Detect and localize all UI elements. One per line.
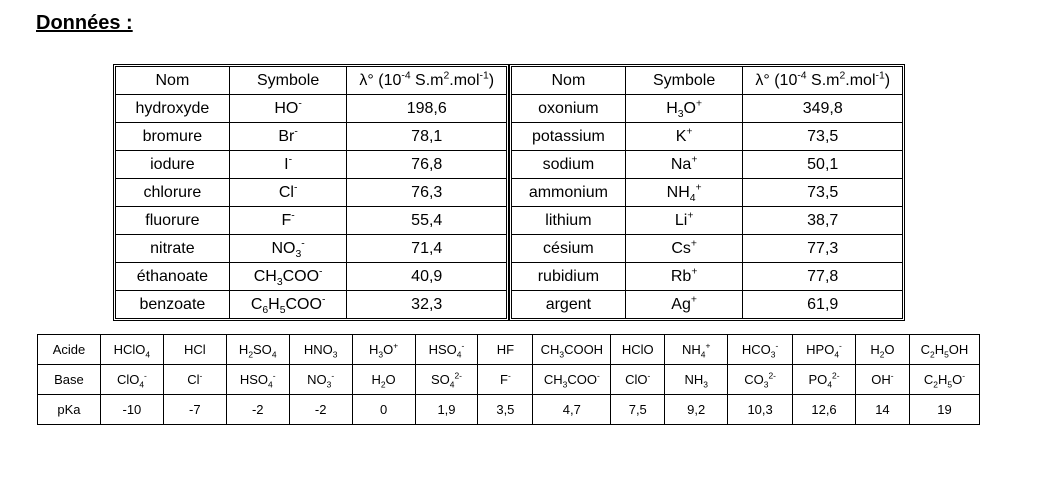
ion-name: argent [512,291,626,319]
ion-name: éthanoate [116,263,230,291]
base-row [38,365,980,395]
anion-conductivity-table [115,66,507,319]
header-symbole: Symbole [625,67,743,95]
ion-symbol: Ag+ [625,291,743,319]
base-cell: $PO_4^{2-}$ [793,365,856,395]
ion-conductivity: 73,5 [743,179,903,207]
base-cell: ClO- [611,365,665,395]
pka-value: 1,9 [415,395,478,425]
pka-value: 3,5 [478,395,533,425]
ion-conductivity: 77,8 [743,263,903,291]
pka-value: 10,3 [728,395,793,425]
ion-name: ammonium [512,179,626,207]
pka-value: 0 [352,395,415,425]
pka-value: -2 [226,395,289,425]
ion-conductivity: 77,3 [743,235,903,263]
acid-cell: HCl [163,335,226,365]
ion-symbol: K+ [625,123,743,151]
ion-name: rubidium [512,263,626,291]
ion-conductivity: 61,9 [743,291,903,319]
pka-value: -10 [100,395,163,425]
pka-value: 4,7 [533,395,611,425]
acid-cell: $H_2O$ [855,335,909,365]
ion-symbol: F- [229,207,347,235]
base-cell: $C_2H_5O^-$ [909,365,979,395]
table-row [116,179,507,207]
pka-value: 7,5 [611,395,665,425]
acid-cell: $CH_3COOH$ [533,335,611,365]
acid-cell: HClO$_4$ [100,335,163,365]
table-row [512,95,903,123]
table-row [116,291,507,319]
ion-symbol: $NO_3^-$ [229,235,347,263]
acid-cell: $NH_4^+$ [665,335,728,365]
acid-cell: $HPO_4^-$ [793,335,856,365]
pka-row [38,395,980,425]
table-row [512,123,903,151]
base-cell: $CO_3^{2-}$ [728,365,793,395]
ion-conductivity: 71,4 [347,235,507,263]
acid-cell: $H_3O^+$ [352,335,415,365]
base-cell: $HSO_4^-$ [226,365,289,395]
base-cell: $NO_3^-$ [289,365,352,395]
cation-conductivity-table [511,66,903,319]
header-lambda: λ° ($10^{-4}$ $S.m^2.mol^{-1}$) [743,67,903,95]
pka-value: 9,2 [665,395,728,425]
ion-symbol: I- [229,151,347,179]
ion-symbol: Rb+ [625,263,743,291]
page-title: Données : [36,12,133,34]
ion-symbol: Cl- [229,179,347,207]
acid-cell: $HSO_4^-$ [415,335,478,365]
header-nom: Nom [116,67,230,95]
acid-cell: HF [478,335,533,365]
ion-name: iodure [116,151,230,179]
table-header-row [116,67,507,95]
table-row [512,207,903,235]
base-cell: OH- [855,365,909,395]
table-row [116,123,507,151]
table-row [512,291,903,319]
table-row [116,235,507,263]
ion-symbol: $CH_3COO^-$ [229,263,347,291]
ion-conductivity: 50,1 [743,151,903,179]
acid-cell: HClO [611,335,665,365]
ion-conductivity: 40,9 [347,263,507,291]
pka-table [37,334,980,425]
ion-name: nitrate [116,235,230,263]
header-nom: Nom [512,67,626,95]
ion-symbol: Li+ [625,207,743,235]
base-cell: $CH_3COO^-$ [533,365,611,395]
ion-name: bromure [116,123,230,151]
pka-value: 12,6 [793,395,856,425]
pka-value: 14 [855,395,909,425]
ion-symbol: Na+ [625,151,743,179]
row-label: Base [38,365,101,395]
table-row [512,235,903,263]
table-row [116,207,507,235]
ion-name: fluorure [116,207,230,235]
ion-name: hydroxyde [116,95,230,123]
row-label: Acide [38,335,101,365]
ion-symbol: $C_6H_5COO^-$ [229,291,347,319]
acid-row [38,335,980,365]
base-cell: F- [478,365,533,395]
table-row [116,151,507,179]
table-row [116,263,507,291]
ion-conductivity: 349,8 [743,95,903,123]
base-cell: $NH_3$ [665,365,728,395]
ion-name: sodium [512,151,626,179]
ion-conductivity: 76,8 [347,151,507,179]
base-cell: $SO_4^{2-}$ [415,365,478,395]
ion-conductivity: 55,4 [347,207,507,235]
acid-cell: $C_2H_5OH$ [909,335,979,365]
base-cell: ClO$_4$- [100,365,163,395]
ion-name: césium [512,235,626,263]
header-symbole: Symbole [229,67,347,95]
ion-name: lithium [512,207,626,235]
table-row [116,95,507,123]
ion-name: benzoate [116,291,230,319]
ion-name: potassium [512,123,626,151]
table-header-row [512,67,903,95]
table-row [512,179,903,207]
table-row [512,151,903,179]
table-row [512,263,903,291]
ion-conductivity: 32,3 [347,291,507,319]
acid-cell: $H_2SO_4$ [226,335,289,365]
ion-conductivity: 198,6 [347,95,507,123]
pka-value: -2 [289,395,352,425]
ion-symbol: $NH_4^+$ [625,179,743,207]
acid-cell: $HCO_3^-$ [728,335,793,365]
ion-name: chlorure [116,179,230,207]
ion-symbol: $H_3O^+$ [625,95,743,123]
ion-symbol: Cs+ [625,235,743,263]
ion-conductivity: 76,3 [347,179,507,207]
ion-conductivity: 73,5 [743,123,903,151]
ion-symbol: HO- [229,95,347,123]
row-label: pKa [38,395,101,425]
ion-name: oxonium [512,95,626,123]
base-cell: $H_2O$ [352,365,415,395]
pka-value: -7 [163,395,226,425]
header-lambda: λ° ($10^{-4}$ $S.m^2.mol^{-1}$) [347,67,507,95]
ion-conductivity: 78,1 [347,123,507,151]
ion-conductivity: 38,7 [743,207,903,235]
ion-symbol: Br- [229,123,347,151]
base-cell: Cl- [163,365,226,395]
pka-value: 19 [909,395,979,425]
acid-cell: $HNO_3$ [289,335,352,365]
